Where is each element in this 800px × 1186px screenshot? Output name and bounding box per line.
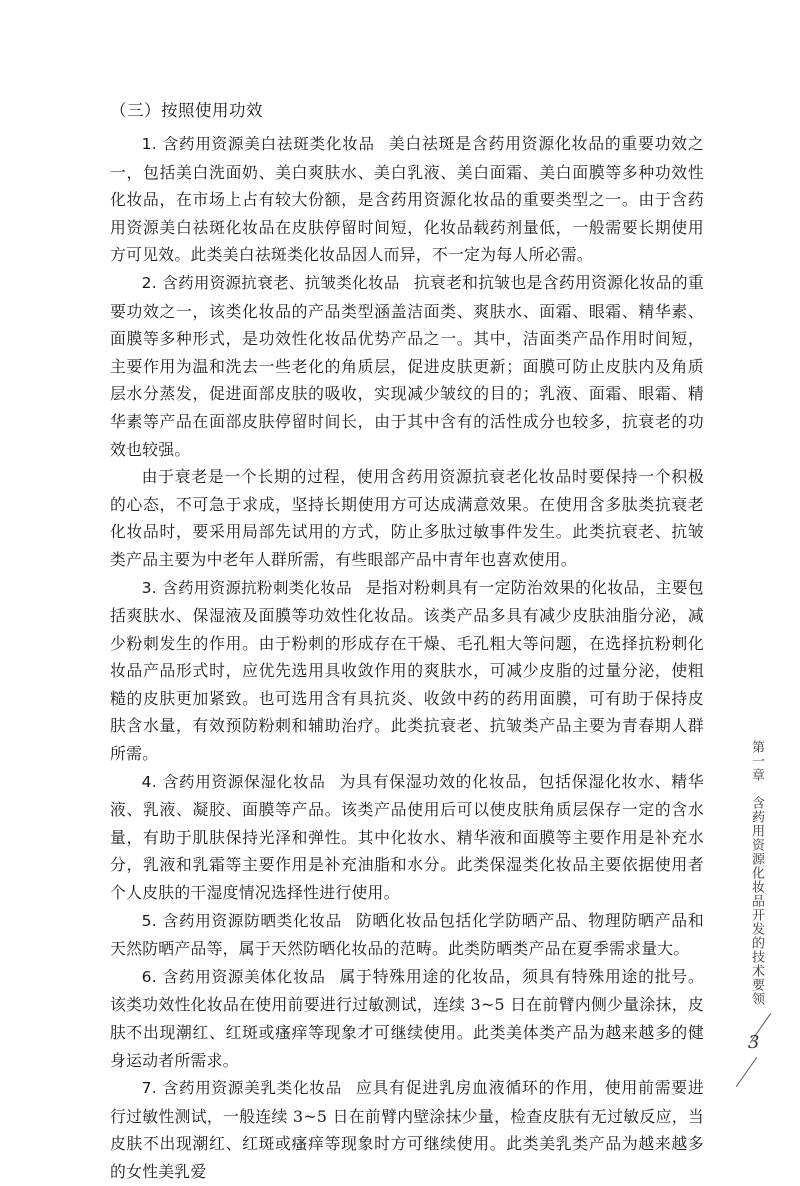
paragraph-text-8: 应具有促进乳房血液循环的作用，使用前需要进行过敏性测试，一般连续 3~5 日在前臂内壁涂抹少量，检查皮肤有无过敏反应，当皮肤不出现潮红、红斑或瘙痒等现象时方可继续使用。此类美乳类产品为越来越多的女性美乳爱 (110, 1078, 704, 1181)
paragraph-text-4: 是指对粉刺具有一定防治效果的化妆品，主要包括爽肤水、保湿液及面膜等功效性化妆品。该类产品多具有减少皮肤油脂分泌，减少粉刺发生的作用。由于粉刺的形成存在干燥、毛孔粗大等问题，在选择抗粉刺化妆品产品形式时，应优先选用具收敛作用的爽肤水，可减少皮脂的过量分泌，使粗糙的皮肤更加紧致。也可选用含有具抗炎、收敛中药的药用面膜，可有助于保持皮肤含水量，有效预防粉刺和辅助治疗。此类抗衰老、抗皱类产品主要为青春期人群所需。 (110, 577, 704, 764)
paragraph-3 (110, 463, 704, 573)
item-title-7: 7. 含药用资源美乳类化妆品 (141, 1079, 343, 1098)
paragraph-5 (110, 768, 704, 907)
page-content (110, 96, 704, 1186)
paragraph-1 (110, 130, 704, 269)
item-title-6: 6. 含药用资源美体化妆品 (141, 967, 326, 986)
page-number: 3 (748, 1032, 760, 1053)
chapter-label: 第一章 (749, 740, 764, 782)
paragraph-text-2: 抗衰老和抗皱也是含药用资源化妆品的重要功效之一，该类化妆品的产品类型涵盖洁面类、爽肤水、面霜、眼霜、精华素、面膜等多种形式，是功效性化妆品优势产品之一。其中，洁面类产品作用时间短，主要作用为温和洗去一些老化的角质层，促进皮肤更新；面膜可防止皮肤内及角质层水分蒸发，促进面部皮肤的吸收，实现减少皱纹的目的；乳液、面霜、眼霜、精华素等产品在面部皮肤停留时间长，由于其中含有的活性成分也较多，抗衰老的功效也较强。 (110, 272, 704, 459)
paragraph-text-7: 属于特殊用途的化妆品，须具有特殊用途的批号。该类功效性化妆品在使用前要进行过敏测试，连续 3~5 日在前臂内侧少量涂抹，皮肤不出现潮红、红斑或瘙痒等现象才可继续使用。此类美体类产品为越来越多的健身运动者所需求。 (110, 966, 704, 1070)
running-head (740, 740, 796, 1020)
chapter-title: 含药用资源化妆品开发的技术要领 (749, 796, 764, 1006)
paragraph-text-5: 为具有保湿功效的化妆品，包括保湿化妆水、精华液、乳液、凝胶、面膜等产品。该类产品使用后可以使皮肤角质层保存一定的含水量，有助于肌肤保持光泽和弹性。其中化妆水、精华液和面膜等主要作用是补充水分，乳液和乳霜等主要作用是补充油脂和水分。此类保湿类化妆品主要依据使用者个人皮肤的干湿度情况选择性进行使用。 (110, 771, 704, 903)
page-number-box (724, 1010, 784, 1090)
item-title-2: 2. 含药用资源抗衰老、抗皱类化妆品 (141, 273, 400, 292)
paragraph-2 (110, 269, 704, 463)
paragraph-4 (110, 574, 704, 768)
item-title-3: 3. 含药用资源抗粉刺类化妆品 (141, 578, 352, 597)
section-heading: （三）按照使用功效 (110, 101, 263, 120)
item-title-4: 4. 含药用资源保湿化妆品 (141, 772, 326, 791)
paragraph-6 (110, 907, 704, 963)
paragraph-7 (110, 963, 704, 1074)
paragraph-text-6: 防晒化妆品包括化学防晒产品、物理防晒产品和天然防晒产品等，属于天然防晒化妆品的范畴。此类防晒类产品在夏季需求量大。 (110, 910, 704, 959)
item-title-5: 5. 含药用资源防晒类化妆品 (141, 911, 343, 930)
paragraph-8 (110, 1074, 704, 1185)
paragraph-text-1: 美白祛斑是含药用资源化妆品的重要功效之一，包括美白洗面奶、美白爽肤水、美白乳液、美白面霜、美白面膜等多种功效性化妆品，在市场上占有较大份额，是含药用资源化妆品的重要类型之一。由于含药用资源美白祛斑化妆品在皮肤停留时间短，化妆品载药剂量低，一般需要长期使用方可见效。此类美白祛斑类化妆品因人而异，不一定为每人所必需。 (110, 134, 704, 265)
divider-line-bottom (736, 1057, 757, 1087)
paragraph-text-3: 由于衰老是一个长期的过程，使用含药用资源抗衰老化妆品时要保持一个积极的心态，不可急于求成，坚持长期使用方可达成满意效果。在使用含多肽类抗衰老化妆品时，要采用局部先试用的方式，防止多肽过敏事件发生。此类抗衰老、抗皱类产品主要为中老年人群所需，有些眼部产品中青年也喜欢使用。 (110, 467, 704, 569)
item-title-1: 1. 含药用资源美白祛斑类化妆品 (141, 135, 375, 153)
